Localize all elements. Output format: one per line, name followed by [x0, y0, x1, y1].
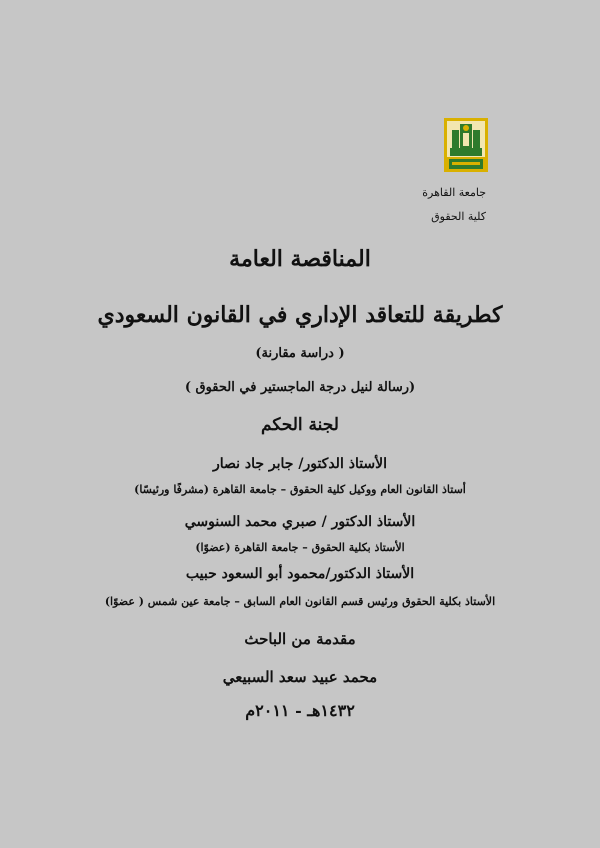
thesis-date: ١٤٣٢هـ - ٢٠١١م	[245, 701, 355, 720]
committee-heading: لجنة الحكم	[261, 415, 339, 435]
committee-member-name: الأستاذ الدكتور/ جابر جاد نصار	[212, 456, 388, 472]
thesis-subtitle: كطريقة للتعاقد الإداري في القانون السعودي	[97, 302, 503, 328]
committee-member-description: الأستاذ بكلية الحقوق ورئيس قسم القانون العام السابق – جامعة عين شمس ( عضوًا)	[104, 595, 496, 608]
committee-member-description: أستاذ القانون العام ووكيل كلية الحقوق – جامعة القاهرة (مشرفًا ورئيسًا)	[134, 483, 466, 496]
faculty-name: كلية الحقوق	[431, 210, 486, 223]
presenter-label: مقدمة من الباحث	[244, 630, 356, 648]
study-type: ( دراسة مقارنة)	[255, 346, 345, 361]
university-name: جامعة القاهرة	[422, 186, 486, 199]
committee-member-name: الأستاذ الدكتور/محمود أبو السعود حبيب	[185, 566, 415, 582]
degree-purpose: (رسالة لنيل درجة الماجستير في الحقوق )	[184, 380, 416, 395]
committee-member-description: الأستاذ بكلية الحقوق – جامعة القاهرة (عضوًا)	[195, 541, 405, 554]
thesis-title: المناقصة العامة	[229, 246, 371, 272]
cairo-university-logo-icon	[444, 118, 488, 172]
committee-member-name: الأستاذ الدكتور / صبري محمد السنوسي	[184, 514, 416, 530]
presenter-name: محمد عبيد سعد السبيعي	[222, 668, 378, 686]
